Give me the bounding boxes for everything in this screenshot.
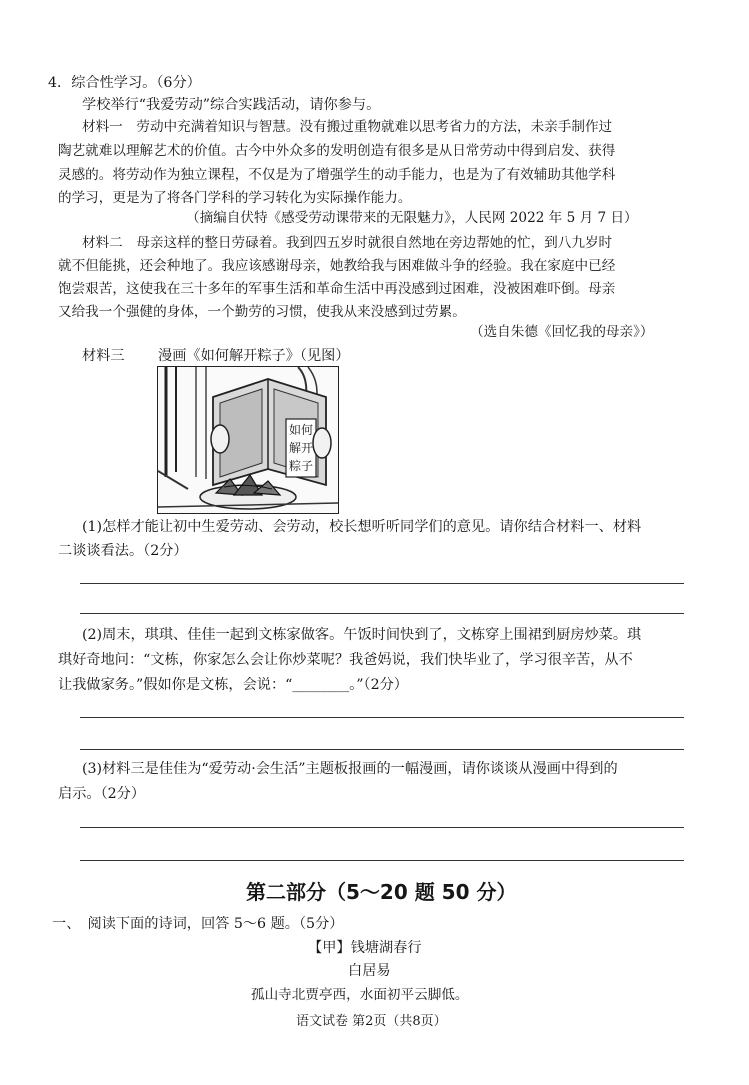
poem-line: 孤山寺北贾亭西，水面初平云脚低。 bbox=[251, 987, 469, 1003]
material-2-line: 就不但能挑，还会种地了。我应该感谢母亲，她教给我与困难做斗争的经验。我在家庭中已经 bbox=[58, 258, 616, 274]
page-footer: 语文试卷 第2页（共8页） bbox=[296, 1014, 447, 1029]
sub-question-1-line: (1)怎样才能让初中生爱劳动、会劳动，校长想听听同学们的意见。请你结合材料一、材料 bbox=[82, 519, 642, 535]
comic-book-text-line: 粽子 bbox=[288, 459, 313, 473]
material-3-label: 材料三 bbox=[82, 348, 125, 364]
sub-question-2-line: (2)周末，琪琪、佳佳一起到文栋家做客。午饭时间快到了，文栋穿上围裙到厨房炒菜。琪 bbox=[82, 627, 642, 643]
comic-image bbox=[157, 366, 339, 514]
material-1-line: 灵感的。将劳动作为独立课程，不仅是为了增强学生的动手能力，也是为了有效辅助其他学科 bbox=[58, 167, 616, 183]
question-4-heading: 4．综合性学习。（6分） bbox=[48, 75, 201, 91]
poem-title: 【甲】钱塘湖春行 bbox=[308, 940, 422, 956]
material-1-line: 陶艺就难以理解艺术的价值。古今中外众多的发明创造有很多是从日常劳动中得到启发、获得 bbox=[58, 143, 616, 159]
comic-book-title bbox=[287, 421, 315, 475]
sub-question-3-line: (3)材料三是佳佳为“爱劳动·会生活”主题板报画的一幅漫画，请你谈谈从漫画中得到的 bbox=[82, 761, 618, 777]
answer-line[interactable] bbox=[80, 583, 684, 584]
answer-line[interactable] bbox=[80, 717, 684, 718]
answer-line[interactable] bbox=[80, 860, 684, 861]
material-2-line: 饱尝艰苦，这使我在三十多年的军事生活和革命生活中再没感到过困难，没被困难吓倒。母亲 bbox=[58, 281, 616, 297]
part-2-title: 第二部分（5～20 题 50 分） bbox=[246, 880, 517, 904]
material-1-source: （摘编自伏特《感受劳动课带来的无限魅力》，人民网 2022 年 5 月 7 日） bbox=[186, 210, 638, 226]
poem-author: 白居易 bbox=[348, 963, 391, 979]
answer-line[interactable] bbox=[80, 613, 684, 614]
answer-line[interactable] bbox=[80, 749, 684, 750]
sub-question-2-line: 琪好奇地问：“文栋，你家怎么会让你炒菜呢？我爸妈说，我们快毕业了，学习很辛苦，从不 bbox=[58, 652, 633, 668]
sub-question-2-line: 让我做家务。”假如你是文栋，会说：“________。”（2分） bbox=[58, 677, 408, 693]
material-1-line: 材料一 劳动中充满着知识与智慧。没有搬过重物就难以思考省力的方法，未亲手制作过 bbox=[82, 119, 613, 135]
material-2-line: 又给我一个强健的身体，一个勤劳的习惯，使我从来没感到过劳累。 bbox=[58, 304, 466, 320]
answer-line[interactable] bbox=[80, 827, 684, 828]
sub-question-1-line: 二谈谈看法。（2分） bbox=[58, 543, 188, 559]
material-2-source: （选自朱德《回忆我的母亲》） bbox=[470, 324, 654, 340]
comic-book-text-line: 如何 bbox=[288, 423, 313, 437]
material-3-caption: 漫画《如何解开粽子》（见图） bbox=[158, 348, 350, 364]
material-1-line: 的学习，更是为了将各门学科的学习转化为实际操作能力。 bbox=[58, 190, 412, 206]
comic-book-text-line: 解开 bbox=[288, 441, 313, 455]
question-4-intro: 学校举行“我爱劳动”综合实践活动，请你参与。 bbox=[82, 97, 381, 113]
sub-question-3-line: 启示。（2分） bbox=[58, 786, 146, 802]
section-1-instruction: 一、 阅读下面的诗词，回答 5～6 题。（5分） bbox=[52, 916, 344, 932]
material-2-line: 材料二 母亲这样的整日劳碌着。我到四五岁时就很自然地在旁边帮她的忙，到八九岁时 bbox=[82, 235, 613, 251]
